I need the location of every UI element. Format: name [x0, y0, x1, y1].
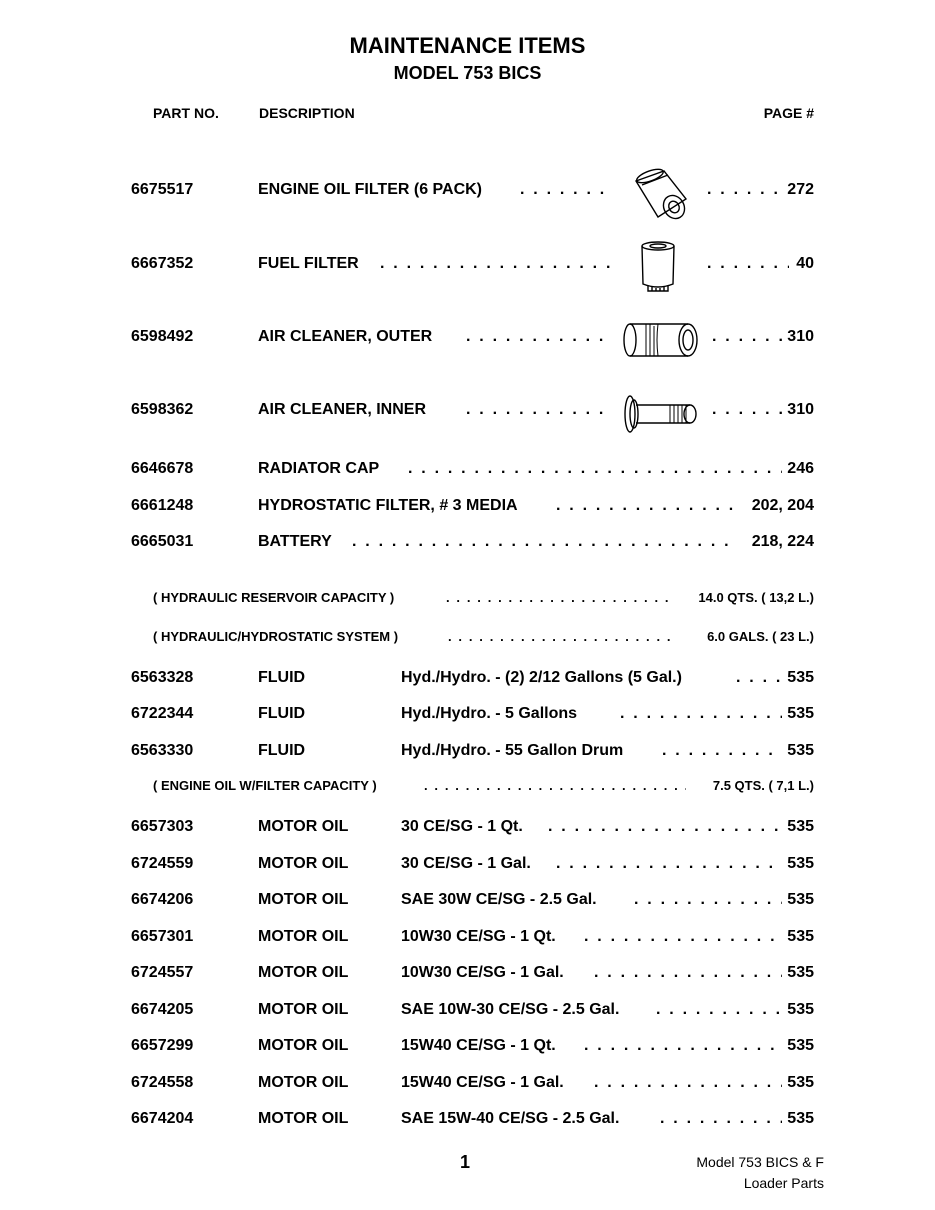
- page-ref: 246: [787, 460, 814, 477]
- description: MOTOR OIL: [258, 964, 349, 981]
- page-ref: 535: [787, 705, 814, 722]
- page-ref: 310: [787, 328, 814, 345]
- header-page: PAGE #: [763, 105, 814, 121]
- dot-leader: [380, 255, 612, 273]
- page-ref: 40: [796, 255, 814, 272]
- part-number: 6598492: [131, 328, 194, 345]
- description: MOTOR OIL: [258, 1037, 349, 1054]
- capacity-label: ( HYDRAULIC/HYDROSTATIC SYSTEM ): [153, 629, 399, 644]
- description: MOTOR OIL: [258, 891, 349, 908]
- page-ref: 535: [787, 891, 814, 908]
- part-number: 6674204: [131, 1110, 194, 1127]
- dot-leader: [660, 1110, 782, 1128]
- dot-leader: [634, 891, 782, 909]
- dot-leader: [656, 1001, 782, 1019]
- dot-leader: [584, 1037, 782, 1055]
- page-ref: 535: [787, 1037, 814, 1054]
- page-ref: 272: [787, 181, 814, 198]
- item-detail: 10W30 CE/SG - 1 Qt.: [401, 928, 556, 945]
- capacity-label: ( HYDRAULIC RESERVOIR CAPACITY ): [153, 590, 395, 605]
- air-cleaner-inner-icon: [620, 392, 704, 436]
- page-ref: 310: [787, 401, 814, 418]
- dot-leader: [707, 181, 782, 199]
- item-detail: 30 CE/SG - 1 Gal.: [401, 855, 531, 872]
- page-ref: 535: [787, 964, 814, 981]
- part-number: 6598362: [131, 401, 194, 418]
- part-number: 6657303: [131, 818, 194, 835]
- dot-leader: [594, 964, 782, 982]
- description: MOTOR OIL: [258, 1001, 349, 1018]
- part-number: 6674206: [131, 891, 194, 908]
- capacity-label: ( ENGINE OIL W/FILTER CAPACITY ): [153, 778, 377, 793]
- description: BATTERY: [258, 533, 332, 550]
- capacity-value: 7.5 QTS. ( 7,1 L.): [712, 778, 814, 793]
- dot-leader: [707, 255, 789, 273]
- page-ref: 202, 204: [751, 497, 814, 514]
- item-detail: 10W30 CE/SG - 1 Gal.: [401, 964, 564, 981]
- page-ref: 535: [787, 818, 814, 835]
- item-detail: Hyd./Hydro. - (2) 2/12 Gallons (5 Gal.): [401, 669, 682, 686]
- dot-leader: [556, 497, 736, 515]
- dot-leader: [408, 460, 782, 478]
- page-ref: 535: [787, 742, 814, 759]
- description: AIR CLEANER, OUTER: [258, 328, 433, 345]
- capacity-value: 6.0 GALS. ( 23 L.): [707, 629, 814, 644]
- dot-leader: [736, 669, 782, 687]
- dot-leader: [548, 818, 782, 836]
- item-detail: 15W40 CE/SG - 1 Gal.: [401, 1074, 564, 1091]
- dot-leader: [352, 533, 736, 551]
- footer-model: Model 753 BICS & F: [696, 1154, 824, 1170]
- dot-leader: [446, 590, 670, 605]
- part-number: 6674205: [131, 1001, 194, 1018]
- item-detail: SAE 10W-30 CE/SG - 2.5 Gal.: [401, 1001, 620, 1018]
- dot-leader: [594, 1074, 782, 1092]
- air-cleaner-outer-icon: [620, 318, 704, 362]
- dot-leader: [424, 778, 686, 793]
- dot-leader: [620, 705, 782, 723]
- part-number: 6724559: [131, 855, 194, 872]
- item-detail: 30 CE/SG - 1 Qt.: [401, 818, 523, 835]
- item-detail: Hyd./Hydro. - 55 Gallon Drum: [401, 742, 624, 759]
- part-number: 6657299: [131, 1037, 194, 1054]
- dot-leader: [662, 742, 782, 760]
- part-number: 6665031: [131, 533, 194, 550]
- part-number: 6657301: [131, 928, 194, 945]
- page-ref: 535: [787, 1074, 814, 1091]
- dot-leader: [448, 629, 678, 644]
- part-number: 6667352: [131, 255, 194, 272]
- item-detail: SAE 30W CE/SG - 2.5 Gal.: [401, 891, 597, 908]
- item-detail: SAE 15W-40 CE/SG - 2.5 Gal.: [401, 1110, 620, 1127]
- page-ref: 535: [787, 1110, 814, 1127]
- part-number: 6563330: [131, 742, 194, 759]
- description: MOTOR OIL: [258, 818, 349, 835]
- description: AIR CLEANER, INNER: [258, 401, 427, 418]
- description: FUEL FILTER: [258, 255, 359, 272]
- part-number: 6675517: [131, 181, 194, 198]
- header-part-no: PART NO.: [153, 105, 219, 121]
- header-description: DESCRIPTION: [259, 105, 355, 121]
- dot-leader: [556, 855, 782, 873]
- description: MOTOR OIL: [258, 855, 349, 872]
- fuel-filter-icon: [638, 240, 678, 294]
- page-number: 1: [460, 1152, 471, 1172]
- page-title: MAINTENANCE ITEMS: [349, 33, 586, 58]
- part-number: 6724558: [131, 1074, 194, 1091]
- part-number: 6724557: [131, 964, 194, 981]
- page-ref: 535: [787, 928, 814, 945]
- part-number: 6661248: [131, 497, 194, 514]
- part-number: 6646678: [131, 460, 194, 477]
- item-detail: 15W40 CE/SG - 1 Qt.: [401, 1037, 556, 1054]
- description: MOTOR OIL: [258, 928, 349, 945]
- dot-leader: [712, 401, 782, 419]
- capacity-value: 14.0 QTS. ( 13,2 L.): [698, 590, 814, 605]
- description: MOTOR OIL: [258, 1110, 349, 1127]
- dot-leader: [466, 401, 612, 419]
- dot-leader: [584, 928, 782, 946]
- oil-filter-icon: [628, 167, 692, 223]
- page-ref: 535: [787, 669, 814, 686]
- description: ENGINE OIL FILTER (6 PACK): [258, 181, 483, 198]
- description: FLUID: [258, 669, 306, 686]
- item-detail: Hyd./Hydro. - 5 Gallons: [401, 705, 578, 722]
- description: RADIATOR CAP: [258, 460, 380, 477]
- footer-section: Loader Parts: [743, 1175, 824, 1191]
- description: FLUID: [258, 742, 306, 759]
- description: MOTOR OIL: [258, 1074, 349, 1091]
- description: HYDROSTATIC FILTER, # 3 MEDIA: [258, 497, 518, 514]
- description: FLUID: [258, 705, 306, 722]
- dot-leader: [520, 181, 612, 199]
- dot-leader: [466, 328, 612, 346]
- page-subtitle: MODEL 753 BICS: [393, 63, 542, 83]
- dot-leader: [712, 328, 782, 346]
- part-number: 6722344: [131, 705, 194, 722]
- page-ref: 218, 224: [751, 533, 814, 550]
- page-ref: 535: [787, 1001, 814, 1018]
- part-number: 6563328: [131, 669, 194, 686]
- page-ref: 535: [787, 855, 814, 872]
